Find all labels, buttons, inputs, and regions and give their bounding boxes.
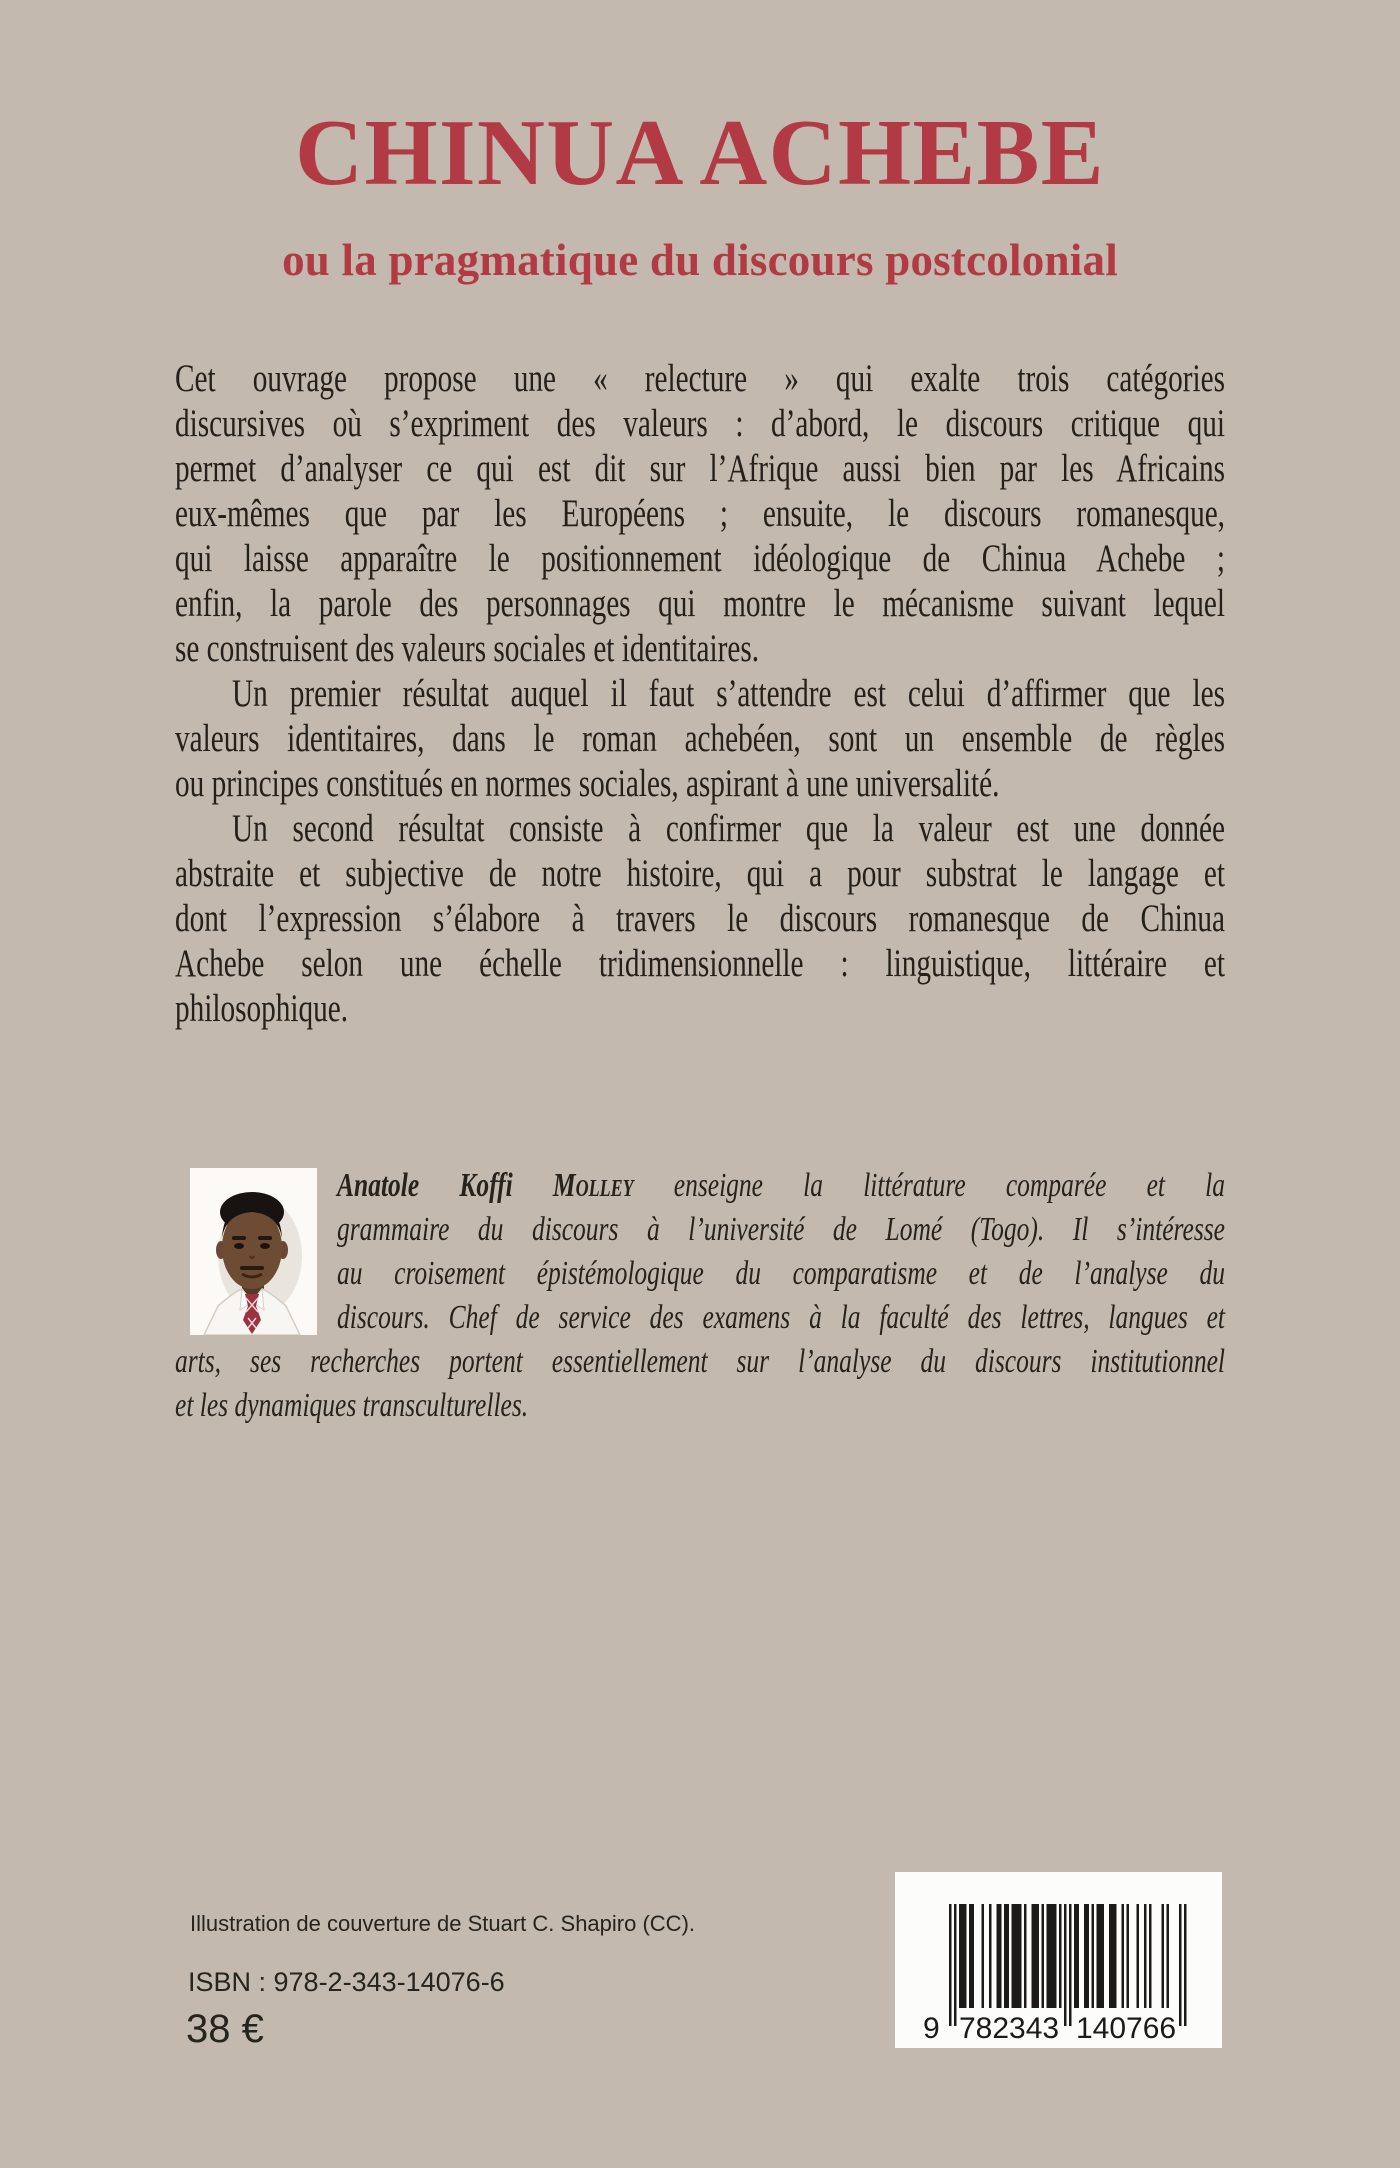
barcode-bar (1047, 1904, 1057, 2008)
barcode-bar (1127, 1904, 1130, 2008)
barcode-bar (1167, 1904, 1170, 2008)
bio-line (175, 1340, 1225, 1384)
barcode-bar (1122, 1904, 1125, 2008)
price-text: 38 € (186, 2007, 264, 2051)
bio-text: discours. Chef de service des examens à la faculté des lettres, langues et (337, 1299, 1225, 1336)
body-line: Un second résultat consiste à confirmer que la valeur est une donnée (232, 807, 1225, 850)
barcode-bar (997, 1904, 1002, 2008)
barcode-bar (1144, 1904, 1147, 2008)
bio-text: arts, ses recherches portent essentiellement sur l’analyse du discours institutionnel (175, 1343, 1225, 1380)
bio-line (175, 1252, 1225, 1296)
bio-text: au croisement épistémologique du comparatisme et de l’analyse du (337, 1255, 1225, 1292)
bio-text: grammaire du discours à l’université de Lomé (Togo). Il s’intéresse (337, 1211, 1225, 1248)
barcode-bar (1074, 1904, 1079, 2008)
body-line: qui laisse apparaître le positionnement idéologique de Chinua Achebe ; (175, 537, 1225, 580)
body-line: se construisent des valeurs sociales et identitaires. (175, 627, 760, 670)
bio-line (175, 1296, 1225, 1340)
barcode-bar (1149, 1904, 1152, 2008)
barcode-bar (989, 1904, 992, 2008)
bio-text: enseigne la littérature comparée et la (633, 1167, 1225, 1204)
barcode-bar (1092, 1904, 1095, 2008)
synopsis-text (175, 356, 1225, 1031)
barcode-bar (1109, 1904, 1117, 2008)
author-name: Molley (552, 1167, 634, 1204)
barcode-bar (1012, 1904, 1022, 2008)
illustration-credit: Illustration de couverture de Stuart C. Shapiro (CC). (190, 1911, 696, 1936)
body-line: Cet ouvrage propose une « relecture » qui exalte trois catégories (175, 357, 1225, 400)
body-line: permet d’analyser ce qui est dit sur l’Afrique aussi bien par les Africains (175, 447, 1225, 490)
barcode-bar (982, 1904, 985, 2008)
book-title: CHINUA ACHEBE (295, 101, 1105, 205)
body-line: Un premier résultat auquel il faut s’attendre est celui d’affirmer que les (232, 672, 1225, 715)
barcode-bar (969, 1904, 974, 2008)
body-line: dont l’expression s’élabore à travers le discours romanesque de Chinua (175, 897, 1225, 940)
isbn-text: ISBN : 978-2-343-14076-6 (188, 1967, 505, 1997)
body-line: enfin, la parole des personnages qui montre le mécanisme suivant lequel (175, 582, 1225, 625)
barcode-bar (1179, 1904, 1182, 2026)
author-bio (175, 1164, 1225, 1428)
barcode-digits-left: 782343 (959, 2012, 1060, 2045)
barcode-bar (954, 1904, 957, 2026)
barcode-bar (1097, 1904, 1105, 2008)
barcode-bar (1084, 1904, 1089, 2008)
barcode-bar (1069, 1904, 1072, 2026)
barcode-digits-right: 140766 (1076, 2012, 1177, 2045)
barcode-bar (1184, 1904, 1187, 2026)
barcode-bar (1137, 1904, 1140, 2008)
barcode-bar (959, 1904, 967, 2008)
bio-line (175, 1208, 1225, 1252)
author-name: Anatole Koffi (337, 1167, 553, 1204)
barcode-panel (895, 1872, 1222, 2048)
body-line: discursives où s’expriment des valeurs : d’abord, le discours critique qui (175, 402, 1225, 445)
bio-text: et les dynamiques transculturelles. (175, 1387, 529, 1424)
book-subtitle: ou la pragmatique du discours postcolonial (282, 235, 1118, 285)
barcode-bar (1162, 1904, 1165, 2008)
barcode-digit-leading: 9 (923, 2012, 940, 2045)
barcode-bar (1042, 1904, 1045, 2008)
ean13-barcode (895, 1872, 1222, 2048)
body-line: abstraite et subjective de notre histoire, qui a pour substrat le langage et (175, 852, 1225, 895)
bio-line (175, 1164, 1225, 1208)
body-line: Achebe selon une échelle tridimensionnelle : linguistique, littéraire et (175, 942, 1225, 985)
body-line: eux-mêmes que par les Européens ; ensuite, le discours romanesque, (175, 492, 1225, 535)
barcode-bar (1004, 1904, 1009, 2008)
barcode-bar (949, 1904, 952, 2026)
body-line: valeurs identitaires, dans le roman achebéen, sont un ensemble de règles (175, 717, 1225, 760)
body-line: ou principes constitués en normes sociales, aspirant à une universalité. (175, 762, 1000, 805)
barcode-bar (1064, 1904, 1067, 2026)
barcode-bar (1024, 1904, 1027, 2008)
barcode-bar (1059, 1904, 1062, 2008)
barcode-bar (1032, 1904, 1040, 2008)
bio-line (175, 1384, 1225, 1428)
body-line: philosophique. (175, 987, 349, 1030)
